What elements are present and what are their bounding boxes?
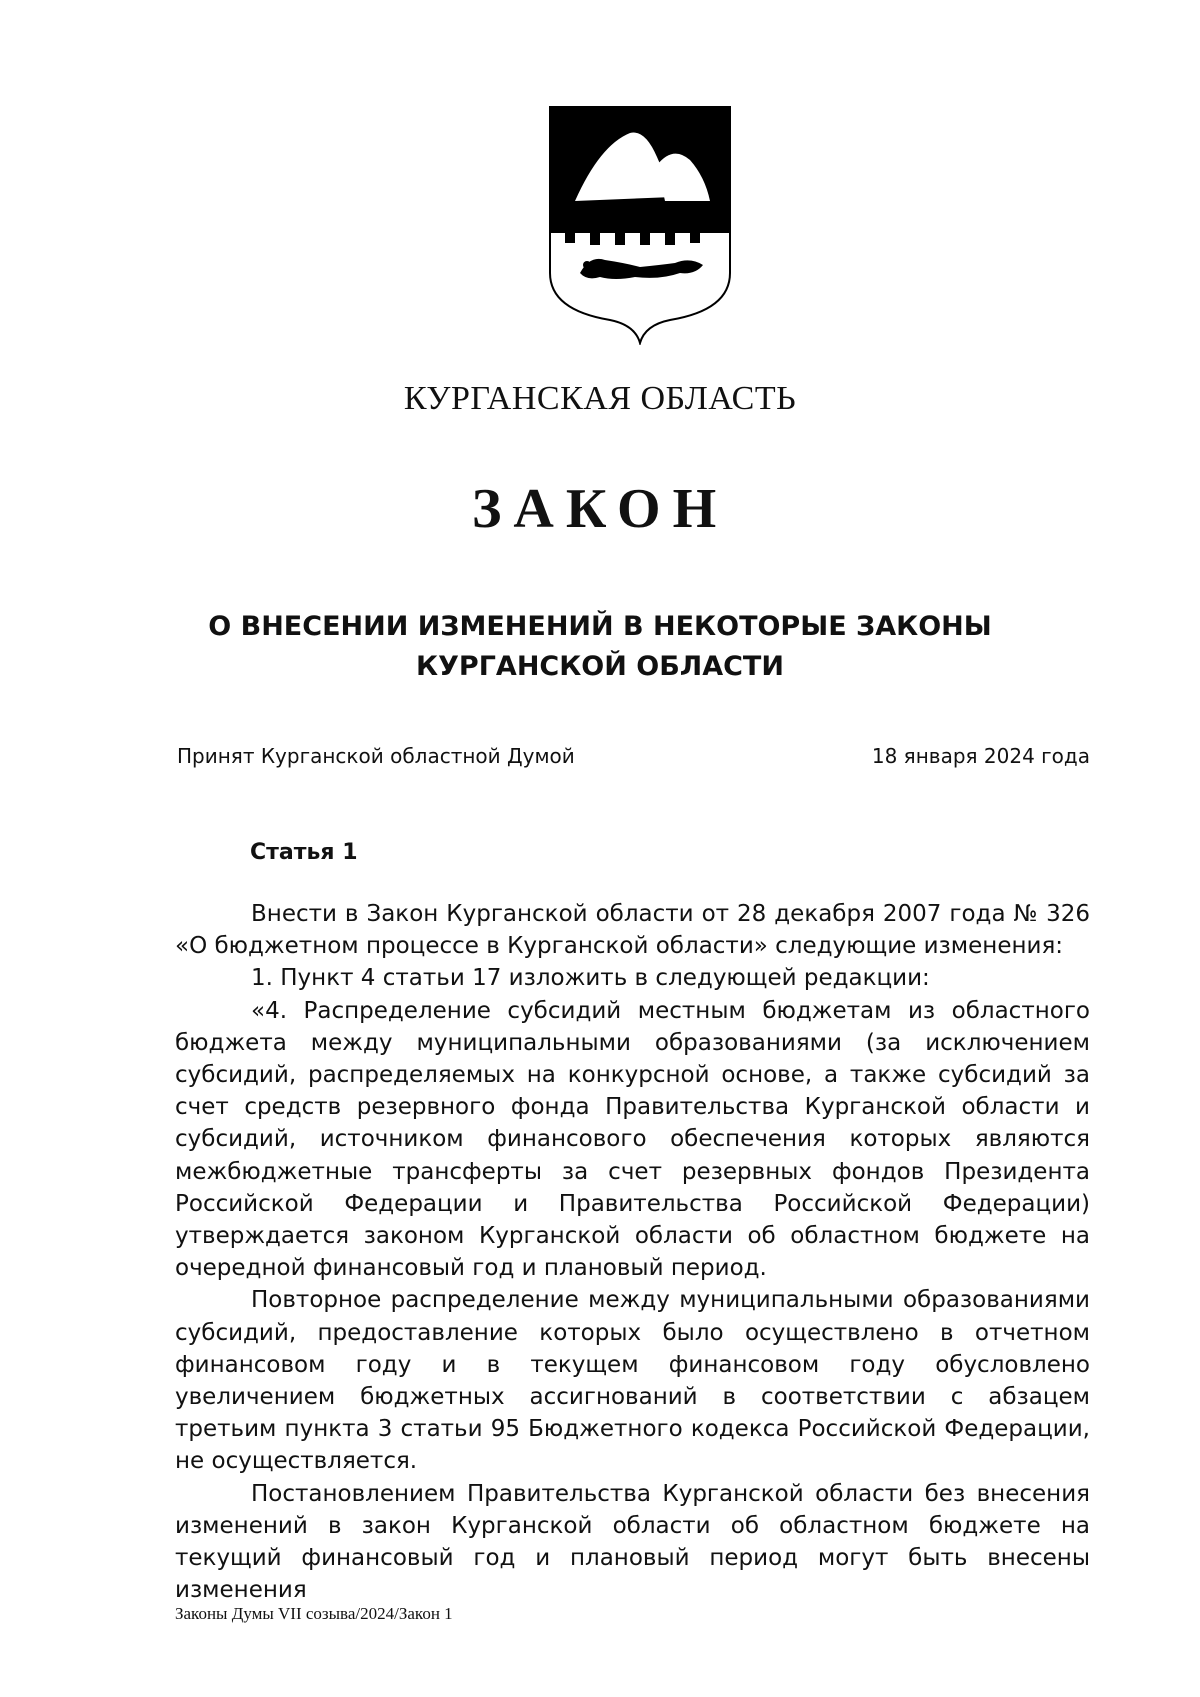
coat-of-arms-emblem — [545, 105, 735, 345]
article-body — [175, 898, 1090, 1606]
law-title-line1: О ВНЕСЕНИИ ИЗМЕНЕНИЙ В НЕКОТОРЫЕ ЗАКОНЫ — [208, 611, 992, 642]
region-title: КУРГАНСКАЯ ОБЛАСТЬ — [403, 380, 797, 417]
adopted-by: Принят Курганской областной Думой — [177, 744, 575, 768]
adoption-date: 18 января 2024 года — [871, 744, 1090, 768]
paragraph: Повторное распределение между муниципальными образованиями субсидий, предоставление которых было осуществлено в отчетном финансовом году и в текущем финансовом году обусловлено увеличением бюджетных ассигнований в соответствии с абзацем третьим пункта 3 статьи 95 Бюджетного кодекса Российской Федерации, не осуществляется. — [175, 1287, 1090, 1475]
document-type: ЗАКОН — [471, 478, 729, 540]
paragraph: «4. Распределение субсидий местным бюджетам из областного бюджета между муниципальными образованиями (за исключением субсидий, распределяемых на конкурсной основе, а также субсидий за счет средств резервного фонда Правительства Курганской области и субсидий, источником финансового обеспечения которых являются межбюджетные трансферты за счет резервных фондов Президента Российской Федерации и Правительства Российской Федерации) утверждается законом Курганской области об областном бюджете на очередной финансовый год и плановый период. — [175, 997, 1090, 1282]
page-footer: Законы Думы VII созыва/2024/Закон 1 — [175, 1604, 453, 1623]
paragraph: Постановлением Правительства Курганской области без внесения изменений в закон Курганской области об областном бюджете на текущий финансовый год и плановый период могут быть внесены изменения — [175, 1480, 1090, 1604]
paragraph: Внести в Закон Курганской области от 28 декабря 2007 года № 326 «О бюджетном процессе в Курганской области» следующие изменения: — [175, 901, 1090, 960]
law-title — [150, 607, 1050, 687]
article-heading: Статья 1 — [250, 840, 358, 865]
law-title-line2: КУРГАНСКОЙ ОБЛАСТИ — [416, 651, 784, 682]
paragraph: 1. Пункт 4 статьи 17 изложить в следующей редакции: — [251, 965, 930, 992]
